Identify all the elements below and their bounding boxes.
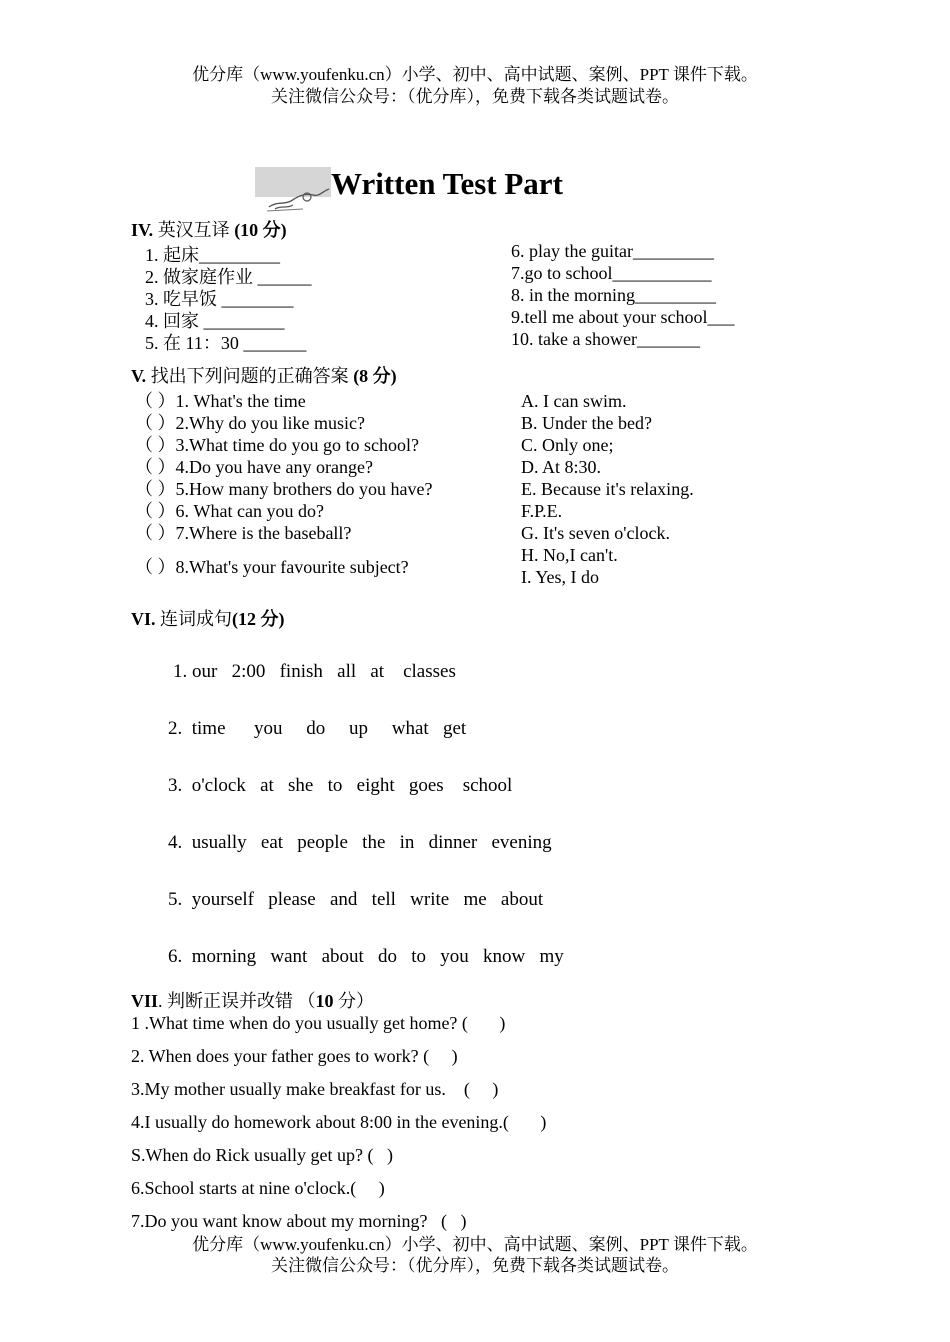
section-iv-heading: [131, 216, 287, 242]
vii-item-1: 1 .What time when do you usually get home? ( ): [131, 1013, 506, 1033]
vi-item-6: 6. morning want about do to you know my: [168, 946, 564, 967]
page-title: Written Test Part: [331, 166, 563, 201]
section-v-score: (8 分): [353, 366, 397, 386]
vii-item-6: 6.School starts at nine o'clock.( ): [131, 1178, 385, 1198]
v-answer-b: B. Under the bed?: [521, 413, 652, 433]
section-iv-label: 英汉互译: [153, 220, 235, 240]
v-answer-e: E. Because it's relaxing.: [521, 479, 694, 499]
v-question-1: （ ）1. What's the time: [135, 391, 306, 411]
section-vii-label: . 判断正误并改错 （: [158, 991, 316, 1011]
vii-item-3: 3.My mother usually make breakfast for us. ( ): [131, 1079, 499, 1099]
iv-item-10: 10. take a shower_______: [511, 329, 700, 349]
vii-item-7: 7.Do you want know about my morning? ( ): [131, 1211, 467, 1231]
v-answer-h: H. No,I can't.: [521, 545, 618, 565]
v-answer-g: G. It's seven o'clock.: [521, 523, 670, 543]
header-line-2: 关注微信公众号：（优分库），免费下载各类试题试卷。: [271, 87, 679, 106]
v-answer-a: A. I can swim.: [521, 391, 627, 411]
vi-item-4: 4. usually eat people the in dinner evening: [168, 832, 552, 853]
vi-item-3: 3. o'clock at she to eight goes school: [168, 775, 513, 796]
section-vi-heading: [131, 605, 285, 631]
title-logo-image: [255, 167, 331, 197]
section-v-number: V.: [131, 366, 147, 386]
iv-item-5: 5. 在 11：30 _______: [145, 333, 307, 353]
section-vii-number: VII: [131, 991, 159, 1011]
vi-item-2: 2. time you do up what get: [168, 718, 467, 739]
v-answer-i: I. Yes, I do: [521, 567, 600, 587]
vii-item-4: 4.I usually do homework about 8:00 in the evening.( ): [131, 1112, 547, 1132]
section-iv-number: IV.: [131, 220, 154, 240]
footer-line-1: 优分库（www.youfenku.cn）小学、初中、高中试题、案例、PPT 课件下载。: [192, 1235, 758, 1254]
iv-item-4: 4. 回家 _________: [145, 311, 285, 331]
v-question-8: （ ）8.What's your favourite subject?: [135, 557, 409, 577]
v-question-6: （ ）6. What can you do?: [135, 501, 324, 521]
section-iv-score: (10 分): [234, 220, 287, 240]
bird-sketch-icon: [263, 185, 339, 215]
v-question-3: （ ）3.What time do you go to school?: [135, 435, 419, 455]
iv-item-6: 6. play the guitar_________: [511, 241, 714, 261]
section-vi-score: (12 分): [232, 609, 285, 629]
v-question-5: （ ）5.How many brothers do you have?: [135, 479, 433, 499]
section-vii-heading: [131, 987, 374, 1013]
section-vii-score: 10: [315, 991, 334, 1011]
header-line-1: 优分库（www.youfenku.cn）小学、初中、高中试题、案例、PPT 课件下载。: [192, 65, 758, 84]
v-answer-c: C. Only one;: [521, 435, 614, 455]
section-v-heading: [131, 362, 397, 388]
section-v-label: 找出下列问题的正确答案: [146, 366, 354, 386]
iv-item-3: 3. 吃早饭 ________: [145, 289, 294, 309]
v-question-4: （ ）4.Do you have any orange?: [135, 457, 373, 477]
section-vii-label-end: 分）: [333, 991, 375, 1011]
section-vi-label: 连词成句: [155, 609, 233, 629]
iv-item-7: 7.go to school___________: [511, 263, 712, 283]
vi-item-1: 1. our 2:00 finish all at classes: [173, 661, 456, 682]
iv-item-8: 8. in the morning_________: [511, 285, 716, 305]
footer-line-2: 关注微信公众号：（优分库），免费下载各类试题试卷。: [271, 1256, 679, 1275]
iv-item-2: 2. 做家庭作业 ______: [145, 267, 312, 287]
iv-item-9: 9.tell me about your school___: [511, 307, 735, 327]
section-vi-number: VI.: [131, 609, 156, 629]
v-question-7: （ ）7.Where is the baseball?: [135, 523, 352, 543]
iv-item-1: 1. 起床_________: [145, 245, 280, 265]
vii-item-2: 2. When does your father goes to work? ( ): [131, 1046, 458, 1066]
vi-item-5: 5. yourself please and tell write me about: [168, 889, 544, 910]
v-answer-f: F.P.E.: [521, 501, 563, 521]
vii-item-5: S.When do Rick usually get up? ( ): [131, 1145, 393, 1165]
v-answer-d: D. At 8:30.: [521, 457, 602, 477]
v-question-2: （ ）2.Why do you like music?: [135, 413, 365, 433]
